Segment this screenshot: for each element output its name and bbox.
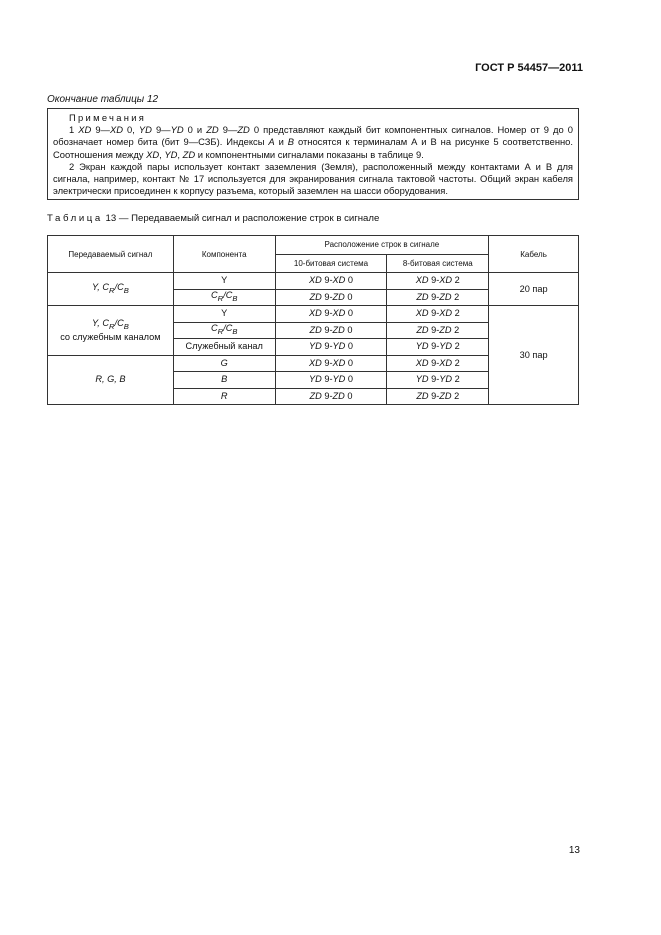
table-row <box>48 273 579 290</box>
table-row <box>48 306 579 323</box>
signal-cell: Y, $C_R/C_B$ со служебным каналом <box>48 306 174 356</box>
table-continuation-label: Окончание таблицы 12 <box>47 94 159 105</box>
bit8-cell: YD 9-YD 2 <box>387 372 489 389</box>
bit10-cell: XD 9-XD 0 <box>275 306 387 323</box>
signal-cell: R, G, B <box>48 355 174 405</box>
bit8-cell: XD 9-XD 2 <box>387 273 489 290</box>
component-cell: Y <box>173 306 275 323</box>
bit8-cell: YD 9-YD 2 <box>387 339 489 356</box>
cable-cell: 20 пар <box>489 273 579 306</box>
header-10bit: 10-битовая система <box>275 254 387 273</box>
bit10-cell: ZD 9-ZD 0 <box>275 322 387 339</box>
cable-cell: 30 пар <box>489 306 579 405</box>
component-cell: Служебный канал <box>173 339 275 356</box>
notes-box <box>47 108 579 200</box>
signal-table <box>47 235 579 405</box>
bit8-cell: ZD 9-ZD 2 <box>387 388 489 405</box>
table-caption: Таблица 13 — Передаваемый сигнал и расположение строк в сигнале <box>47 213 380 224</box>
component-cell: G <box>173 355 275 372</box>
header-signal: Передаваемый сигнал <box>48 236 174 273</box>
bit10-cell: ZD 9-ZD 0 <box>275 388 387 405</box>
bit10-cell: YD 9-YD 0 <box>275 339 387 356</box>
bit10-cell: XD 9-XD 0 <box>275 355 387 372</box>
header-location: Расположение строк в сигнале <box>275 236 489 255</box>
bit8-cell: ZD 9-ZD 2 <box>387 289 489 306</box>
note-1: 1 XD 9—XD 0, YD 9—YD 0 и ZD 9—ZD 0 представляют каждый бит компонентных сигналов. Номер от 9 до 0 обозначает номер бита (бит 9—СЗБ). Индексы A и B относятся к терминалам А и В на рисунке 5 соответственно. Соотношения между XD, YD, ZD и компонентными сигналами показаны в таблице 9. <box>53 124 574 160</box>
header-component: Компонента <box>173 236 275 273</box>
page-number: 13 <box>568 845 580 856</box>
bit10-cell: ZD 9-ZD 0 <box>275 289 387 306</box>
document-code: ГОСТ Р 54457—2011 <box>475 62 583 74</box>
component-cell: R <box>173 388 275 405</box>
bit8-cell: ZD 9-ZD 2 <box>387 322 489 339</box>
component-cell: $C_R/C_B$ <box>173 322 275 339</box>
bit10-cell: XD 9-XD 0 <box>275 273 387 290</box>
bit8-cell: XD 9-XD 2 <box>387 355 489 372</box>
component-cell: Y <box>173 273 275 290</box>
bit10-cell: YD 9-YD 0 <box>275 372 387 389</box>
component-cell: B <box>173 372 275 389</box>
header-cable: Кабель <box>489 236 579 273</box>
signal-cell: Y, $C_R/C_B$ <box>48 273 174 306</box>
header-8bit: 8-битовая система <box>387 254 489 273</box>
component-cell: $C_R/C_B$ <box>173 289 275 306</box>
bit8-cell: XD 9-XD 2 <box>387 306 489 323</box>
note-2: 2 Экран каждой пары использует контакт заземления (Земля), расположенный между контактами А и В для сигнала, например, контакт № 17 используется для экранирования сигнала тактовой частоты. Общий экран кабеля электрически присоединен к корпусу разъема, который заземлен на шасси оборудования. <box>53 160 573 197</box>
notes-title: Примечания <box>69 112 147 123</box>
table-header-row <box>48 236 579 255</box>
